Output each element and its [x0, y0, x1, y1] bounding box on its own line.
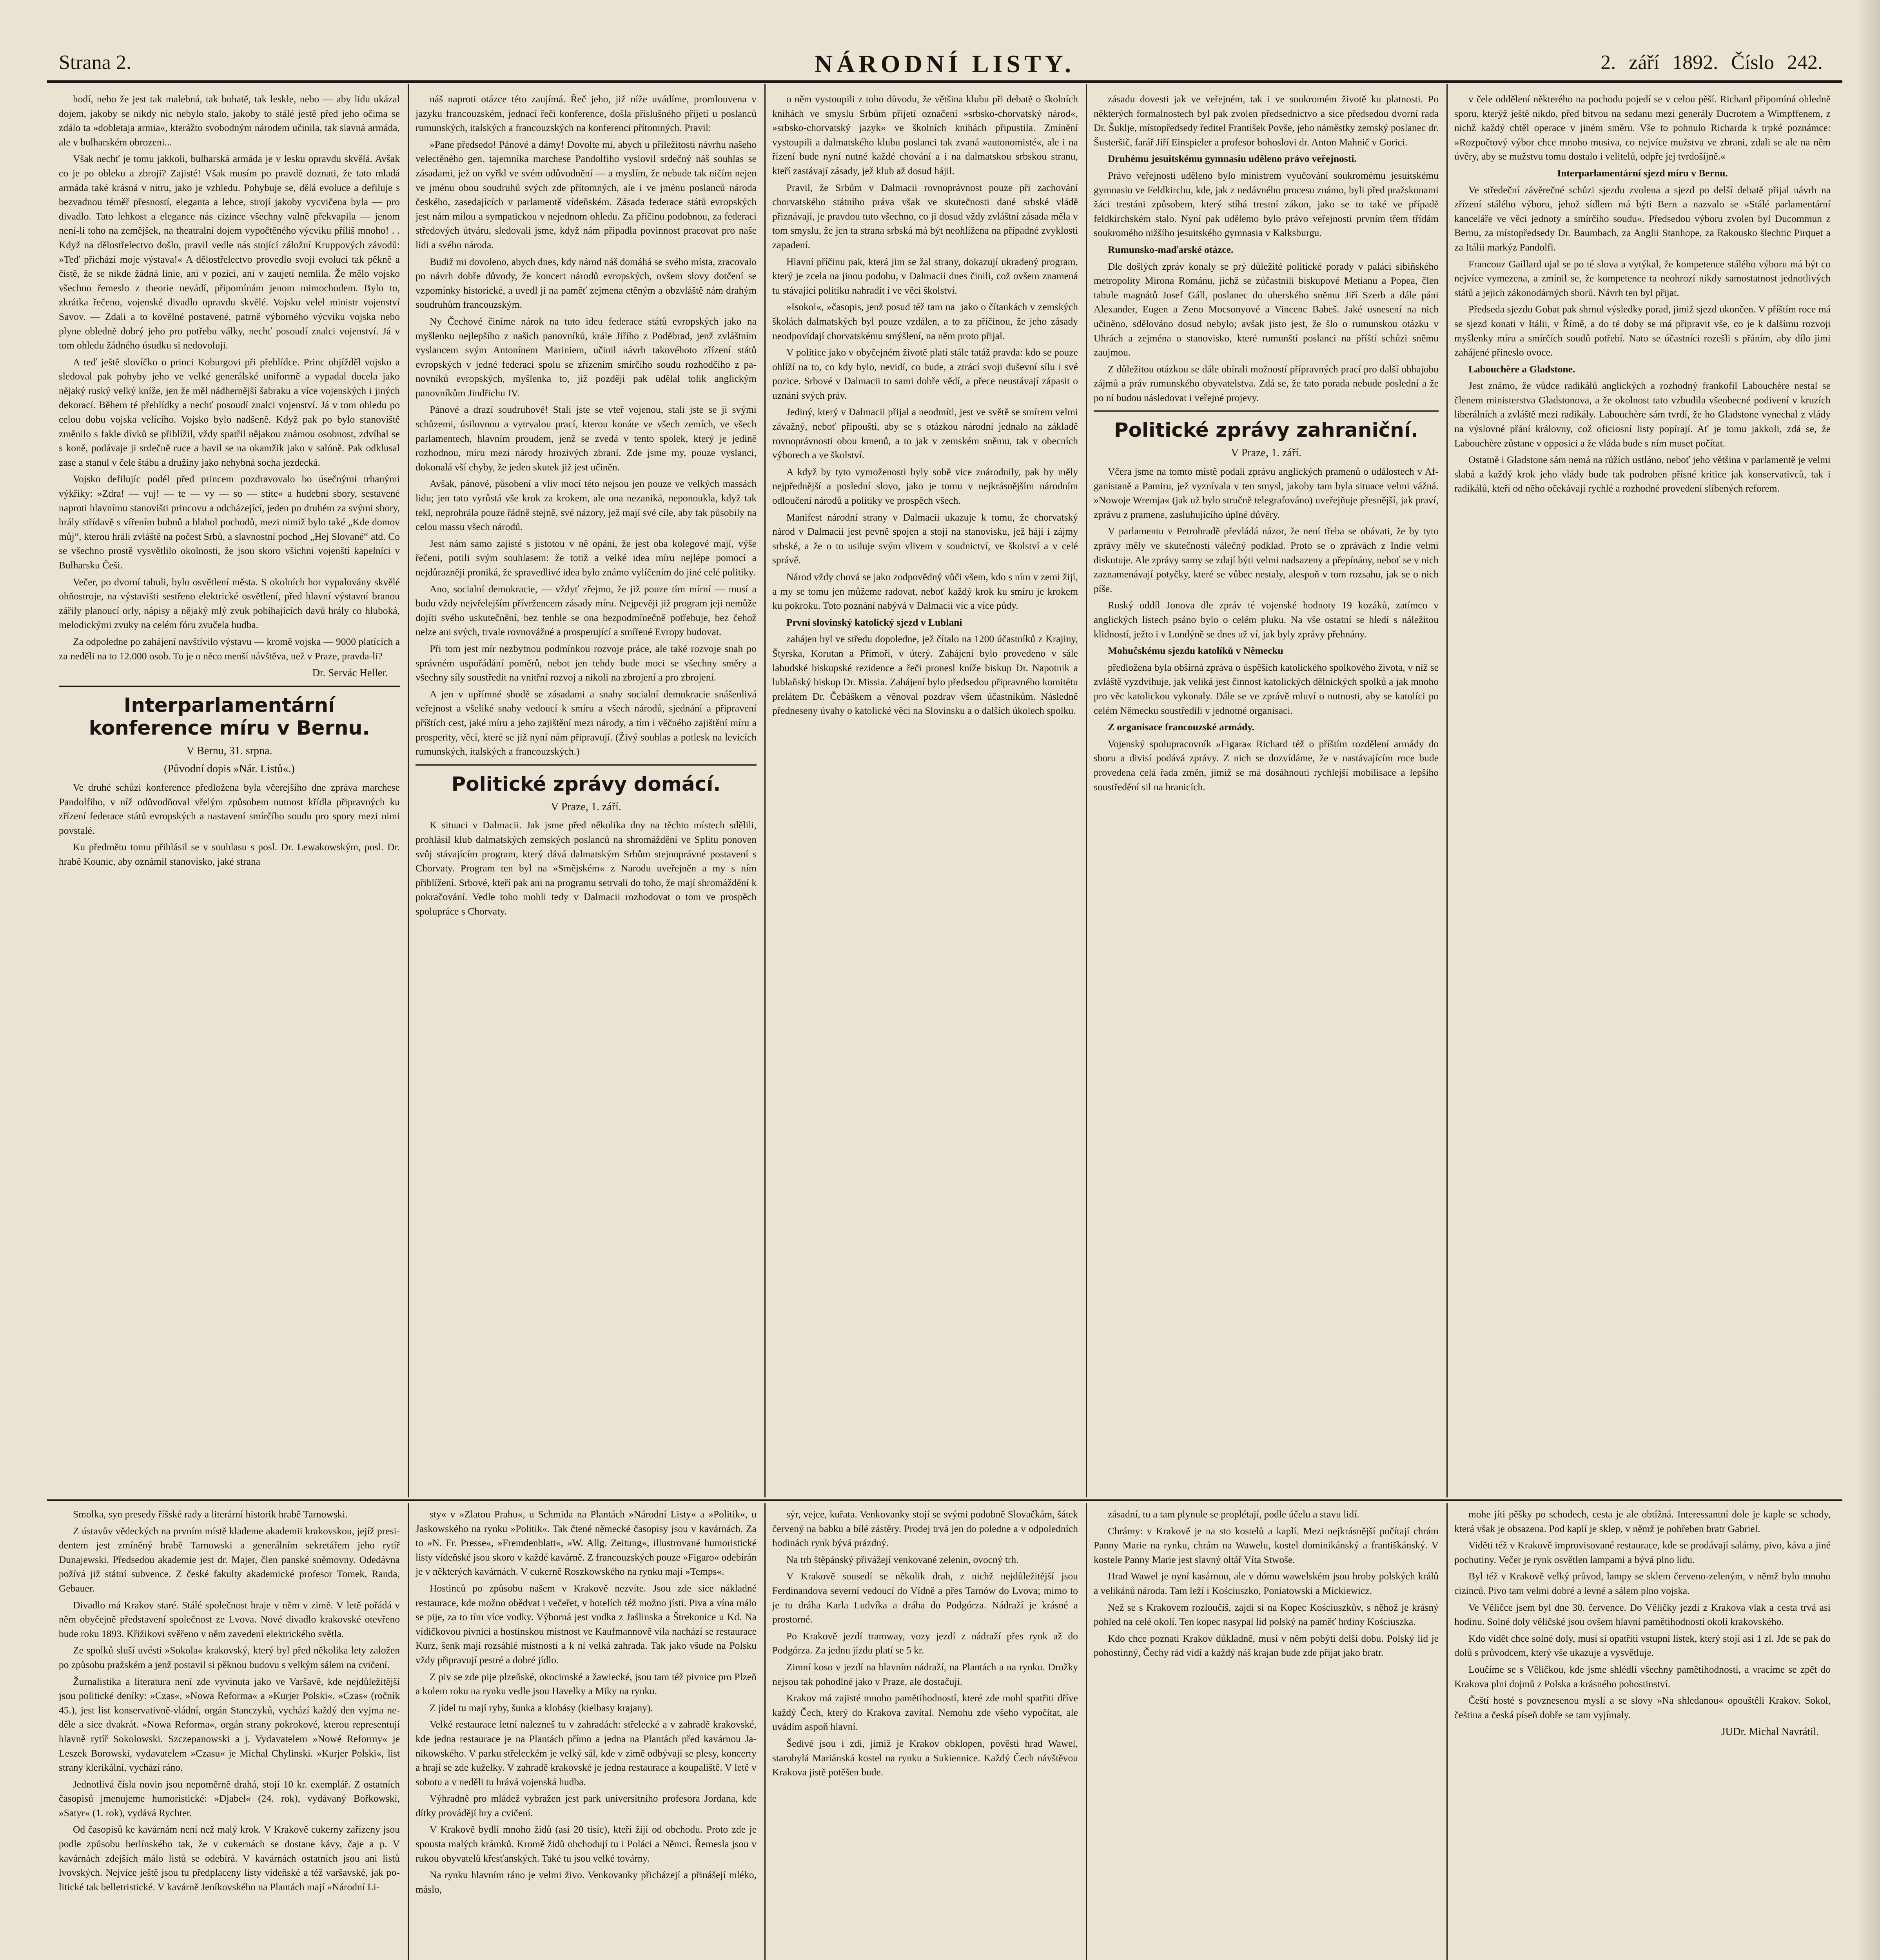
column-5 — [1454, 92, 1831, 1495]
paragraph: Na trh štěpánský přivážejí venkované zelenin, ovocný trh. — [786, 1553, 1019, 1565]
paragraph: Vojsko defilujíc podél před princem pozdravovalo bo úsečnými trhanými výkřiky: »Zdra! — vuj! — te — vy — so — stite« a hudební sbory, sestavené naproti hlavnímu stanovišti princovu a odcházející, jeden po druhém za svými sbory, hrály střídavě s vířením bubnů a hlahol pochodů, mezi nimiž bylo také „Kde domov můj“, kterou hráli zvláště na počest Srbů, a slavnostní pochod „Hej Slované“ atd. Co se všechno prostě vysvětlilo okolnosti, že jsou skoro všichni vojenští kapelníci v Bulharsku Češi. — [59, 473, 400, 571]
paragraph: Avšak, pánové, působení a vliv mocí této nejsou jen pouze ve velkých massách lidu; jen tato vyrůstá vše krok za krokem, ale ona nezaniká, neponoukla, když tak tekl, neprohrála pouze řádně stejně, své názory, jež mají své cíle, aby tak působily na celou massu všech národů. — [416, 478, 757, 533]
paragraph: »Pane předsedo! Pánové a dámy! Dovolte mi, abych u příležitosti návrhu našeho velectěného gen. tajemníka marchese Pandolfiho vyslovil srdečný náš souhlas se zásadami, jež on vyřkl ve svém odůvodnění — a myslím, že nebude tak ničím nejen ve jménu obou soudruhů svých zde přítomných, ale i ve jménu poslanců národa českého, zasedajících v parlamentě vídeňském. Zásada federace států evropských jest nám milou a sympatickou v nejednom ohledu. Za příčinu podobnou, za federaci středových útváru, sledovali jsme, když nám připadla povinnost pracovat pro naše lidi a svého národa. — [416, 138, 757, 250]
subheading: Interparlamentární sjezd míru v Bernu. — [1557, 167, 1728, 179]
paragraph: Na rynku hlavním ráno je velmi živo. Venkovanky přicházejí a přinášejí mléko, máslo, — [416, 1869, 757, 1895]
paragraph: Kdo vidět chce solné doly, musí si opatřiti vstupní lístek, který stojí asi 1 zl. Jde se pak do dolů s průvodcem, který vše ukazuje a vysvětluje. — [1454, 1632, 1831, 1659]
column-3 — [772, 92, 1078, 1495]
paragraph: Manifest národní strany v Dalmacii ukazuje k tomu, že chorvatský národ v Dalmacii jest pevně spojen a stojí na stanovisku, jež hájí i zájmy srbské, a že o to usiluje svým vlivem v soudnictví, ve školství a v celé správě. — [772, 511, 1078, 566]
dateline: V Praze, 1. září. — [1231, 447, 1301, 459]
paragraph: Hrad Wawel je nyní kasárnou, ale v dómu wawelském jsou hroby polských králů a velikánů národa. Tam leží i Kościuszko, Poniatowski a Mickiewicz. — [1094, 1570, 1439, 1596]
section-rule — [1094, 410, 1439, 412]
paragraph: sty« v »Zlatou Prahu«, u Schmida na Plantách »Národní Listy« a »Politik«, u Jaskowského na rynku »Politik«. Tak čtené německé časopisy jsou v kavárnách. Za to »N. Fr. Presse«, »Fremdenblatt«, »W. Allg. Zeitung«, illustrované humoristické listy vídeňské jsou skoro v každé kavárně. Z francouzských pouze »Figaro« odebírán je v některých kavárnách. V cukerně Roszkowského na rynku mají »Temps«. — [416, 1508, 757, 1577]
paragraph: mohe jíti pěšky po schodech, cesta je ale obtížná. Interessantní dole je kaple se schody, která však je obsazena. Pod kaplí je sklep, v němž je pohřeben bratr Gabriel. — [1454, 1508, 1831, 1534]
paragraph: Divadlo má Krakov staré. Stálé společnost hraje v něm v zimě. V letě pořádá v něm obyčejně představení společnost ze Lvova. Nové divadlo krakovské otevřeno bude roku 1893. Křižikovi svěřeno v něm zavedení elektrického světla. — [59, 1599, 400, 1639]
paragraph: Zimní koso v jezdí na hlavním nádraží, na Plantách a na rynku. Drožky nejsou tak pohodlné jako v Praze, ale dostačují. — [772, 1661, 1078, 1687]
paragraph: zásadu dovesti jak ve veřejném, tak i ve soukromém životě ku platnosti. Po některých formalnostech byl pak zvolen předsednictvo a sice předsedou dvorní rada Dr. Šuklje, místopředsedy ředitel František Povše, jeho náměstky zemský poslanec dr. Šusteršič, farář Jiří Einspieler a profesor bohoslovi dr. Anton Mahnič v Gorici. — [1094, 93, 1439, 148]
paragraph: Od časopisů ke kavárnám není než malý krok. V Krakově cukerny zařízeny jsou podle způsobu berlínského tak, že v cukernách se dostane kávy, čaje a p. V kavárnách zdejších málo listů se odebírá. V kavárnách ostatních jsou ani listů lvovských. Nejvíce ještě jsou tu předplaceny listy vídeňské a též varšavské, jak politické tak belletristické. V kavárně Jeníkovského na Plantách mají »Národní Li- — [59, 1824, 400, 1893]
paragraph: Smolka, syn presedy říšské rady a literární historik hrabě Tarnowski. — [73, 1508, 348, 1520]
column-divider — [764, 84, 766, 1497]
paragraph: Jediný, který v Dalmacii přijal a neodmítl, jest ve světě se smírem velmi závažný, neboť připouští, aby se s otázkou národní jednalo na základě rovnoprávnosti obou kmenů, a to jak v zemském sněmu, tak v obecních výborech a ve školství. — [772, 406, 1078, 461]
dateline: V Praze, 1. září. — [551, 800, 621, 813]
column-divider — [764, 1503, 766, 1960]
column-2 — [416, 92, 757, 1495]
paragraph: V politice jako v obyčejném životě platí stále tatáž pravda: kdo se pouze ohlíží na to, co kdy bylo, nevidí, co bude, a ztrácí svoji duševní sílu i své pozice. Srbové v Dalmacii to sami dobře vědí, a přece neustávají zápasit o uznání svých práv. — [772, 347, 1078, 401]
author-signature: JUDr. Michal Navrátil. — [1721, 1726, 1819, 1738]
paragraph: Byl též v Krakově velký průvod, lampy se sklem červeno-zeleným, v němž bylo mnoho cizinců. Pivo tam velmi dobré a levné a sálem plno vojska. — [1454, 1570, 1831, 1596]
section-heading: Politické zprávy zahraniční. — [1114, 419, 1418, 442]
paragraph: Dle došlých zpráv konaly se prý důležité politické porady v paláci sibiňského metropolity Mirona Románu, jichž se zúčastnili biskupové Metianu a Popea, člen tabule magnátů Josef Gáll, poslanec do uherského sněmu Jiří Szerb a dále páni Alexander, Eugen a Zeno Mocsonyové a Vincenc Babeš. Jaké usnesení na nich učiněno, sdělováno dosud nebylo; avšak jisto jest, že šlo o rumunskou otázku v Uhrách a zejména o stanovisko, které rumunští poslanci na příští schůzi sněmu zaujmou. — [1094, 260, 1439, 358]
paragraph: Ve středeční závěrečné schůzi sjezdu zvolena a sjezd po delší debatě přijal návrh na zřízení stálého výboru, jehož sídlem má býti Bern a nazvalo se »Stálé parlamentární kanceláře ve věci jednoty a smírčího soudu«. Předsedou výboru zvolen byl Ducommun z Bernu, za místopředsedy Dr. Baumbach, za Anglii Stanhope, za Rakousko šlechtic Pirquet a za Itálii markýz Pandolfi. — [1454, 184, 1831, 253]
page-number: Strana 2. — [59, 51, 131, 74]
column-divider — [1086, 84, 1087, 1497]
paragraph: Ano, socialní demokracie, — vždyť zřejmo, že již pouze tím mírní — musí a budu vždy nejvřelejším přívržencem zásady míru. Nejpevěji již program jeji nemůže dojíti svého uskutečnění, bez tenhle se ona bezpodmínečně potřebuje, bez čehož nelze ani svých, trvale rovnovážné a prosperující a smířené Evropy budovat. — [416, 583, 757, 638]
paragraph: Však nechť je tomu jakkoli, bulharská armáda je v lesku opravdu skvělá. Avšak co je po obleku a zbroji? Zajisté! Však musím po pravdě doznati, že tato mladá armáda také krásná v nitru, jako je vzhledu. Pohybuje se, dělá evoluce a defiluje s bezvadnou téměř přesností, eleganta a lehce, strojí jakoby vycvičena byla — pro divadlo. Tato lehkost a elegance nás cizince všechny valně překvapila — jenom není-li toho na zemějšek, na theatralní dojem vypočtěného výcviku příliš mnoho! . . Když na dělostřelectvo došlo, pravil vedle nás stojící záložní Kruppových závodů: »Teď přichází moje výstava!« A dělostřelectvo provedlo svoji evoluci tak pěkně a čistě, že se nikde žádná linie, ani v pozici, ani v zaujetí nemlila. Že mělo vojsko všechno řemeslo z theorie nevádí, připomínám jenom mimochodem. Bylo to, zkrátka řečeno, vojenské divadlo opravdu skvělé. Vojsku velel ministr vojenství Savov. — Zdali a to kovělné postavené, patrně výborného výcviku vojska nebo plyne obledně dobrý jeho pro potřebu války, nechť posoudí znalci vojenství. Já v tom ohledu žádného úsudku si nedovoluji. — [59, 153, 400, 351]
paragraph: A jen v upřímné shodě se zásadami a snahy socialní demokracie snášenlivá veřejnost a všeliké snahy vedoucí k smíru a všech národů, sjednání a připravení příštích cest, jaké míru a jeho zajištění mezi národy, a tím i věčného zajištění míru a prosperity, věcí, které se již nyní nám připravují. (Živý souhlas a potlesk na levicích rumunských, italských a francouzských.) — [416, 688, 757, 757]
subheading: Labouchère a Gladstone. — [1468, 363, 1575, 375]
page-binding-edge — [1856, 0, 1880, 1960]
paragraph: Ze spolků sluší uvésti »Sokola« krakovský, který byl před několika lety založen po způsobu pražském a jenž postavil si pěknou budovu s velkým sálem na cvičení. — [59, 1644, 400, 1670]
paragraph: V parlamentu v Petrohradě převládá názor, že není třeba se obávati, že by tyto zprávy měly ve skutečnosti válečný podklad. Proto se o zprávách z Indie velmi diskutuje. Ale zprávy samy se zdají býti velmi nadsazeny a přepínány, neboť se v nich zaznamenávají potyčky, které se vůbec nestaly, alespoň v tom rozsahu, jak se o nich píše. — [1094, 525, 1439, 594]
paragraph: A když by tyto vymoženosti byly sobě vice znárodnily, pak by měly nejpřednější a poslední slovo, jako je tomu v nejkrásnějším národním odloučení národů a politiky ve prospěch všech. — [772, 466, 1078, 506]
paragraph: o něm vystoupili z toho důvodu, že většina klubu při debatě o školních knihách ve smyslu Srbům přijetí označení »srbsko-chorvatský národ«, »srbsko-chorvatský jazyk« ve školních knihách připustila. Zmínění vystoupili a dalmatského klubu poslanci tak zvaná »autonomisté«, ale i na řízení bude nyní nutné každé chování a i na dalmatskou srbskou stranu, kteří zastávají zásady, jež klub až dosud hájil. — [772, 93, 1078, 176]
paragraph: Pánové a drazí soudruhové! Stali jste se vteř vojenou, stali jste se ji svými schůzemi, úsilovnou a vytrvalou prací, kterou konáte ve všech zemích, ve všech parlamentech, hlavním proudem, jenž se zvedá v tento spolek, který je jedině rozhodnou, míru mezi národy hrozivých zbraní. Zde jsme my, pouze vyslanci, dokonalá vší chyby, že jeden skutek již jest učiněn. — [416, 404, 757, 473]
feuilleton-column-5 — [1454, 1507, 1831, 1960]
paragraph: Ve Věličce jsem byl dne 30. července. Do Věličky jezdí z Krakova vlak a cesta trvá asi hodinu. Solné doly věličské jsou ovšem hlavní pamětihodností okolí krakovského. — [1454, 1601, 1831, 1628]
section-heading: Politické zprávy domácí. — [451, 772, 721, 795]
feuilleton-column-3 — [772, 1507, 1078, 1960]
paragraph: Francouz Gaillard ujal se po té slova a vytýkal, že kompetence stálého výboru má být co nejvíce vymezena, a zmínil se, že kompetence ta neohrozí nikdy samostatnost jednotlivých států a jejich zákonodárných sborů. Návrh ten byl přijat. — [1454, 258, 1831, 298]
paragraph: Kdo chce poznati Krakov důkladně, musí v něm pobýti delší dobu. Polský lid je pohostinný, Čechy rád vidí a každý náš krajan bude zde přijat jako bratr. — [1094, 1632, 1439, 1659]
paragraph: Včera jsme na tomto místě podali zprávu anglických pramenů o událostech v Afganistaně a Pamiru, jež vyznívala v ten smysl, jakoby tam byla situace velmi vážná. »Nowoje Wremja« (jak už bylo stručně telegrafováno) uveřejňuje přesnější, jak praví, zprávu z pramene, zasluhujícího úplné důvěry. — [1094, 466, 1439, 520]
paragraph: Ostatně i Gladstone sám nemá na růžích ustláno, neboť jeho většina v parlamentě je velmi slabá a každý krok jeho vlády bude tak podroben přísné kritice jak konservativců, tak i radikálů, kteří od něho očekávají rychlé a rozhodné provedení slíbených reforem. — [1454, 454, 1831, 494]
paragraph: Z ústavův vědeckých na prvním místě klademe akademii krakovskou, jejíž presidentem jest zmíněný hrabě Tarnowski a generálním sekretářem jeho rytíř Dunajewski. Předsedou akademie jest dr. Majer, člen panské sněmovny. Odedávna požívá již státní subvence. Z české fakulty akademické profesor Tomek, Randa, Gebauer. — [59, 1525, 400, 1594]
paragraph: Než se s Krakovem rozloučíš, zajdi si na Kopec Kościuszkův, s něhož je krásný pohled na celé okolí. Ten kopec nasypal lid polský na paměť hrdiny Kościuszka. — [1094, 1601, 1439, 1628]
dateline: V Bernu, 31. srpna. — [186, 744, 272, 757]
column-divider — [1446, 84, 1448, 1497]
feuilleton-column-4 — [1094, 1507, 1439, 1960]
paragraph: Právo veřejnosti uděleno bylo ministrem vyučování soukromému jesuitskému gymnasiu ve Feldkirchu, kde, jak z nedávného procesu známo, byli před pražskonami žáci trestáni způsobem, který stíhá trestní zákon, jako se to také ve případě feldkirchském stalo. Nyní pak udělemo bylo právo veřejnosti prvním třem třídám soukromého nižšího jesuitského gymnasia v Kalksburgu. — [1094, 169, 1439, 239]
paragraph: Vojenský spolupracovník »Figara« Richard též o příštím rozdělení armády do sboru a divisí podává zprávy. Z nich se dozvídáme, že v nastávajícím roce bude provedena celá řada změn, jimiž se má dosáhnouti rychlejší mobilisace a lepšího soustředění sil na hranicích. — [1094, 738, 1439, 793]
paragraph: Čeští hosté s povznesenou myslí a se slovy »Na shledanou« opouštěli Krakov. Sokol, čeština a česká píseň dobře se tam vyjímaly. — [1454, 1695, 1831, 1720]
paragraph: Národ vždy chová se jako zodpovědný vůči všem, kdo s ním v zemi žijí, a my se tomu jen můžeme radovat, neboť každý krok ku smíru je krokem ku pokroku. Toto poznání nabývá v Dalmacii víc a více půdy. — [772, 571, 1078, 612]
subheading: Mohučskému sjezdu katolíků v Německu — [1108, 645, 1283, 657]
subheading: Rumunsko-maďarské otázce. — [1108, 243, 1234, 255]
subheading: Druhému jesuitskému gymnasiu uděleno právo veřejnosti. — [1108, 153, 1357, 165]
paragraph: zásadní, tu a tam plynule se proplétají, podle účelu a stavu lidí. — [1108, 1508, 1359, 1520]
paragraph: Pravil, že Srbům v Dalmacii rovnoprávnost pouze při zachování chorvatského státního práva však ve skutečnosti dané srbské vládě přiznávají, je pravdou tuto všechno, co ji dosud vždy zvláštní zásada měla v tom smyslu, že jen ta strana srbská má být neohlížena na případné zvyklosti zapadení. — [772, 181, 1078, 250]
issue-info — [1601, 51, 1823, 74]
newspaper-title: NÁRODNÍ LISTY. — [815, 50, 1075, 78]
paragraph: Loučíme se s Věličkou, kde jsme shlédli všechny pamětihodnosti, a vracíme se zpět do Krakova plni dojmů z Polska a krásného pohostinství. — [1454, 1663, 1831, 1690]
header-rule — [47, 80, 1842, 83]
paragraph: Večer, po dvorní tabuli, bylo osvětlení města. S okolních hor vypalovány skvělé ohňostroje, na výstavišti sestřeno elektrické osvětlení, před hlavní výstavní branou zářily planoucí orly, nápisy a nějaký mlý zvuk pobíhajících davů hrály co hluboká, melodickými zvuky na celém fóru zvučela hudba. — [59, 576, 400, 631]
paragraph: V Krakově bydlí mnoho židů (asi 20 tisíc), kteří žijí od obchodu. Proto zde je spousta malých krámků. Kromě židů obchodují tu i Poláci a Němci. Řemesla jsou v rukou obyvatelů křesťanských. Také tu jsou velké továrny. — [416, 1824, 757, 1864]
paragraph: Hostinců po způsobu našem v Krakově nezvíte. Jsou zde sice nákladné restaurace, kde možno obědvat i večeřet, v hotelích též možno jísti. Piva a vína málo se pije, za to tím více vodky. Výborná jest vodka z Jaślinska a Štrekonice u Kd. Na vídičkovou pivnici a hostinskou místnost ve Kaufmannově vila nachází se restaurace Kurz, šenk mají rozsáhlé místnosti a k ní velká zahrada. Tak jako všude na Polsku vždy připravují pestré a dobré jídlo. — [416, 1582, 757, 1666]
paragraph: Za odpoledne po zahájení navštívilo výstavu — kromě vojska — 9000 platících a za neděli na to 12.000 osob. To je o něco menší návštěva, než v Praze, pravda-li? — [59, 635, 400, 662]
paragraph: Ny Čechové činíme nárok na tuto ideu federace států evropských jako na myšlenku nejlepšího z našich panovníků, krále Jiřího z Poděbrad, jenž zvláštním vyslancem svým Antonínem Mariniem, učinil návrh takovéhoto zřízení států evropských v jedné federaci spolu se zřízením smírčího soudu rozhodčího z panovníků evropských, myšlenka to, již později pak udělal tolik anglickým panovníkům Jindřichu IV. — [416, 315, 757, 399]
paragraph: A teď ještě slovíčko o princi Koburgovi při přehlídce. Princ objížděl vojsko a sledoval pak pohyby jeho ve velké generálské uniformě a vypadal docela jako nějaký ruský velký kníže, jen že měl nádhernější šabraku a více vojenských i jiných dekorací. Během té přehlídky a nechť posoudí znalci vojenství. Já v tom ohledu po celou dobu vojska velícího. Vojsko bylo nadšeně. Když pak po bylo stanoviště změnilo s fakle dívků se přiblížil, vždy spatřil nějakou známou osobnost, zdvíhal se s koně, podávaje ji srdečně ruce a bavil se na okamžik jako v salóně. Pak odklusal zase a stanul v čele štábu a družiny jako nehybná socha jezdecká. — [59, 356, 400, 468]
paragraph: Ve druhé schůzi konference předložena byla včerejšího dne zpráva marchese Pandolfiho, v níž odůvodňoval vřelým způsobem nutnost křídla připravných ku zřízení federace států evropských a nastavení smírčího soudu pro spory mezi nimi povstalé. — [59, 781, 400, 836]
paragraph: Budiž mi dovoleno, abych dnes, kdy národ náš domáhá se svého místa, zracovalo po návrh dobře důvody, že koncert národů evropských, ovšem slovy dotčení se vzpomínky historické, a uvedl ji na paměť zejmena ctěným a obzvláště nám drahým soudruhům francouzským. — [416, 256, 757, 310]
paragraph: Z důležitou otázkou se dále obírali možností přípravných prací pro další obhajobu zájmů a práv rumunského obyvatelstva. Zdá se, že tato porada nebude poslední a že po ní budou následovat i veřejné projevy. — [1094, 363, 1439, 403]
paragraph: Jednotlivá čísla novin jsou nepoměrně drahá, stojí 10 kr. exemplář. Z ostatních časopisů jmenujeme humoristické: »Djabeł« (24. rok), vydávaný Bořkowski, »Satyr« (1. rok), vydává Rychter. — [59, 1778, 400, 1818]
column-divider — [1446, 1503, 1448, 1960]
column-divider — [1086, 1503, 1087, 1960]
paragraph: Velké restaurace letní nalezneš tu v zahradách: střelecké a v zahradě krakovské, kde jedna restaurace je na Plantách přímo a jedna na Plantách před kavárnou Janikowského. V parku střeleckém je velký sál, kde v zimě odbývají se plesy, koncerty a hrají se zde kuželky. V zahradě krakovské je jedna restaurace a koupaliště. V letě v sobotu a v neděli tu hrává vojenská hudba. — [416, 1719, 757, 1788]
paragraph: Z piv se zde pije plzeňské, okocimské a žawiecké, jsou tam též pivnice pro Plzeň a kolem roku na rynku vedle jsou Havelky a Miky na rynku. — [416, 1671, 757, 1697]
paragraph: Ruský oddíl Jonova dle zpráv té vojenské hodnoty 19 kozáků, zatímco v anglických listech psáno bylo o celém pluku. Na vše ostatní se hledí s náležitou klidností, ježto i v Londýně se dnes už ví, jak byly zprávy přehnány. — [1094, 599, 1439, 640]
feuilleton-column-1 — [59, 1507, 400, 1960]
column-divider — [408, 1503, 409, 1960]
paragraph: Chrámy: v Krakově je na sto kostelů a kaplí. Mezi nejkrásnější počítají chrám Panny Marie na rynku, chrám na Wawelu, kostel dominikánský a františkánský. V kostele Panny Marie jest slavný oltář Víta Stwoše. — [1094, 1525, 1439, 1565]
feuilleton-column-2 — [416, 1507, 757, 1960]
paragraph: hodí, nebo že jest tak malebná, tak bohatě, tak leskle, nebo — aby lidu ukázal dojem, jakoby se nikdy nic nebylo stalo, jakoby to stálé jestě před jeho očima se zdálo ta »dobletaja armia«, kterážto svobodným národem učinila, tak slavná armáda, ale v bulharském obrozeni... — [59, 93, 400, 148]
paragraph: sýr, vejce, kuřata. Venkovanky stojí se svými podobně Slovačkám, šátek červený na babku a bílé zástěry. Prodej trvá jen do poledne a v odpoledních hodinách rynk bývá prázdný. — [772, 1508, 1078, 1549]
section-heading: Interparlamentární konference míru v Bernu. — [89, 693, 370, 739]
paragraph: K situaci v Dalmacii. Jak jsme před několika dny na těchto místech sdělili, prohlásil klub dalmatských zemských poslanců na shromáždění ve Splitu ponoven svůj stávajícím program, který dává dalmatským Srbům stejnoprávné postavení s Chorvaty. Program ten byl na »Smějském« z Narodu uveřejněn a my s ním přiblížení. Srbové, kteří pak ani na programu setrvali do toho, že mají shromáždění k pokračování. Vedle toho mohli tedy v Dalmacii rozhodovat o tom ve prospěch spolupráce s Chorvaty. — [416, 819, 757, 917]
column-1 — [59, 92, 400, 1495]
author-signature: Dr. Servác Heller. — [312, 667, 388, 679]
paragraph: v čele oddělení některého na pochodu pojedí se v celou pěší. Richard připomíná ohledně sporu, kterýž ještě nikdo, před bitvou na sedanu mezi generály Ducrotem a Wimpffenem, z nichž každý chtěl operace v jiném směru. Vše to pohnulo Richarda k trpké poznámce: »Rozpočtový výbor chce mnoho musiva, co nejvíce mužstva ve zbrani, zdali se ale na něm úvěry, aby se mužstvu tomu dostalo i velitelů, odpře jej tvrdošíjně.« — [1454, 93, 1831, 162]
section-rule — [416, 764, 757, 766]
paragraph: zahájen byl ve středu dopoledne, jež čítalo na 1200 účastníků z Krajiny, Štyrska, Korutan a Přímoří, v úterý. Zahájení bylo provedeno v sále labudské biskupské rezidence a řeči pronesl kníže biskup Dr. Napotnik a lublaňský biskup Dr. Missia. Zahájení bylo předsedou připravného komitétu prelátem Dr. Čebáškem a věnoval pozdrav všem účastníkům. Následně předneseny úvahy o katolické věci na Slovinsku a o dalších úkolech spolku. — [772, 633, 1078, 717]
paragraph: Výhradně pro mládež vybražen jest park universitního profesora Jordana, kde dítky provádějí hry a cvičení. — [416, 1793, 757, 1818]
subheading: Z organisace francouzské armády. — [1108, 721, 1254, 733]
subheading: První slovinský katolický sjezd v Lublani — [786, 616, 962, 628]
paragraph: Po Krakově jezdí tramway, vozy jezdí z nádraží přes rynk až do Podgórza. Za jednu jízdu platí se 5 kr. — [772, 1630, 1078, 1656]
paragraph: Krakov má zajisté mnoho pamětihodností, které zde mohl spatřiti dříve každý Čech, který do Krakova zavítal. Nemohu zde všeho vypočítat, ale uvádím aspoň hlavní. — [772, 1692, 1078, 1733]
issue-number: Číslo 242. — [1731, 51, 1823, 74]
section-rule — [59, 686, 400, 687]
paragraph: Jest nám samo zajisté s jistotou v ně opáni, že jest oba kolegové mají, výše řečeni, potili svým souhlasem: že totiž a velké idea míru nejlépe pomocí a nejdůrazněji proniká, že spravedlivé idea bylo známo vylíčením do jiné celé politiky. — [416, 537, 757, 578]
paragraph: náš naproti otázce této zaujímá. Řeč jeho, již níže uvádíme, promlouvena v jazyku francouzském, jednací řeči konference, došla příslušného přijetí u poslanců rumunských, italských a francouzských na konferenci přítomných. Pravil: — [416, 93, 757, 134]
paragraph: Šedivé jsou i zdi, jimiž je Krakov obklopen, pověsti hrad Wawel, starobylá Mariánská kostel na rynku a Sukiennice. Každý Čech návštěvou Krakova jistě potěšen bude. — [772, 1737, 1078, 1778]
paragraph: Jest známo, že vůdce radikálů anglických a rozhodný frankofil Labouchère nestal se členem ministerstva Gladstonova, a že okolnost tato vzbudila všeobecné podivení v kruzích liberálních a zvláště mezi radikály. Labouchère sám tvrdí, že ho Gladstone vynechal z vlády na výslovné přání královny, což oficiosní listy popírají. Ať je tomu jakkoli, zdá se, že Labouchère zůstane v opposici a že vláda bude s ním muset počítat. — [1454, 380, 1831, 449]
source-note: (Původní dopis »Nár. Listů«.) — [164, 763, 295, 775]
paragraph: předložena byla obšírná zpráva o úspěších katolického spolkového života, v níž se zvláště vyzdvihuje, jak veliká jest činnost katolických dělnických spolků a jak mnoho pro věc katolickou vykonaly. Dále se ve zprávě mluví o nutnosti, aby se katolíci po celém Německu soustředili v jednotné organisaci. — [1094, 661, 1439, 716]
column-divider — [408, 84, 409, 1497]
paragraph: Viděti též v Krakově improvisované restaurace, kde se prodávají salámy, pivo, káva a jiné pochutiny. Večer je rynk osvětlen lampami a bývá plno lidu. — [1454, 1539, 1831, 1565]
paragraph: Ku předmětu tomu přihlásil se v souhlasu s posl. Dr. Lewakowským, posl. Dr. hrabě Kounic, aby oznámil stanovisko, jaké strana — [59, 841, 400, 867]
paragraph: Žurnalistika a literatura není zde vyvinuta jako ve Varšavě, kde nejdůležitější jsou politické deníky: »Czas«, »Nowa Reforma« a »Kurjer Polski«. »Czas« (ročník 45.), jest list konservativně-vládní, orgán Stanczyků, vychází každý den vyjma neděle a sice dvakrát. »Nowa Reforma«, orgán strany pokrokové, kterou representují hlavně rytíř Sokolowski. Szczepanowski a j. Vydavatelem »Nowé Reformy« je Leszek Borowski, vydavatelem »Czasu« je Michal Chylinski. »Kurjer Polski«, list strany klerikální, vychází ráno. — [59, 1675, 400, 1773]
masthead — [51, 50, 1838, 78]
paragraph: »Isokol«, »časopis, jenž posud též tam na jako o čítankách v zemských školách dalmatských byl pouze vzdálen, a to za příčinou, že jeho zásady neodpovídají chorvatskému smýšlení, na něm proto přijal. — [772, 301, 1078, 341]
paragraph: Z jídel tu mají ryby, šunka a klobásy (kielbasy krajany). — [430, 1702, 653, 1713]
feuilleton-rule — [47, 1499, 1842, 1501]
issue-date: 2. září 1892. — [1601, 51, 1718, 74]
paragraph: Při tom jest mír nezbytnou podmínkou rozvoje práce, ale také rozvoje snah po správném uspořádání poměrů, nebot jen tehdy bude moci se všechny směry a všechny síly soustředit na vnitřní rozvoj a nikoli na zbrojení a pro zbrojení. — [416, 642, 757, 683]
column-4 — [1094, 92, 1439, 1495]
paragraph: Předseda sjezdu Gobat pak shrnul výsledky porad, jimiž sjezd ukončen. V příštím roce má se sjezd konati v Itálii, v Římě, a do té doby se má připravit vše, co je k dalšímu rozvoji myšlenky míru a smírčích soudů potřebí. Nato se účastníci rozešli s přáním, aby dílo jimi zahájené přineslo ovoce. — [1454, 303, 1831, 358]
paragraph: V Krakově sousedí se několik drah, z nichž nejdůležitější jsou Ferdinandova severní vedoucí do Vídně a přes Tarnów do Lvova; mimo to je tu dráha Karla Ludvíka a dráha do Podgórza. Nádraží je krásné a prostorné. — [772, 1570, 1078, 1625]
paragraph: Hlavní příčinu pak, která jim se žal strany, dokazují ukradený program, který je zcela na jinou podobu, v Dalmacii dnes činili, což ovšem znamená tu stávající politiku nahradit i ve věci školství. — [772, 256, 1078, 296]
